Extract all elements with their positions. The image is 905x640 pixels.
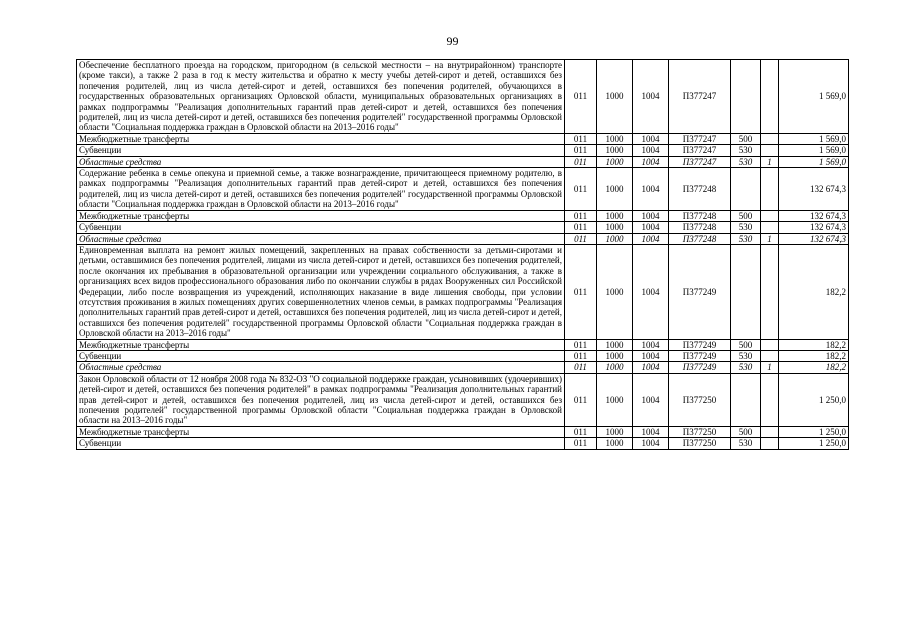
row-description: Закон Орловской области от 12 ноября 2008 года № 832-ОЗ "О социальной поддержке граждан, усыновивших (удочеривших) детей-сирот и детей, оставшихся без попечения родителей" в рамках подпрограммы "Реализация дополнительных гарантий прав детей-сирот и детей, оставшихся без попечения родителей, лиц из числа детей-сирот и детей, оставшихся без попечения родителей" государственной программы Орловской области "Социальная поддержка граждан в Орловской области на 2013–2016 годы" — [77, 373, 565, 426]
ministry-code: 011 — [565, 233, 597, 244]
section-code: 1000 — [597, 168, 633, 211]
target-article-code: П377247 — [669, 145, 731, 156]
amount-value: 132 674,3 — [779, 210, 849, 221]
amount-value: 1 569,0 — [779, 156, 849, 167]
table-row — [77, 339, 849, 350]
target-article-code: П377249 — [669, 350, 731, 361]
subsection-code: 1004 — [633, 362, 669, 373]
section-code: 1000 — [597, 156, 633, 167]
ministry-code: 011 — [565, 156, 597, 167]
row-description: Субвенции — [77, 145, 565, 156]
table-row — [77, 156, 849, 167]
section-code: 1000 — [597, 339, 633, 350]
section-code: 1000 — [597, 426, 633, 437]
row-description: Единовременная выплата на ремонт жилых помещений, закрепленных на правах собственности за детьми-сиротами и детьми, оставшимися без попечения родителей, лицами из числа детей-сирот и детей, оставшихся без попечения родителей, после окончания их пребывания в образовательной организации или учреждении социального обслуживания, а также в организациях всех видов профессионального образования либо по окончании службы в рядах Вооруженных сил Российской Федерации, либо после возвращения из учреждений, исполняющих наказание в виде лишения свободы, при условии отсутствия проживания в жилых помещениях других совершеннолетних членов семьи, в рамках подпрограммы "Реализация дополнительных гарантий прав детей-сирот и детей, оставшихся без попечения родителей, лиц из числа детей-сирот и детей, оставшихся без попечения родителей" государственной программы Орловской области "Социальная поддержка граждан в Орловской области на 2013–2016 годы" — [77, 244, 565, 339]
funding-source-code — [761, 210, 779, 221]
ministry-code: 011 — [565, 373, 597, 426]
section-code: 1000 — [597, 438, 633, 449]
section-code: 1000 — [597, 210, 633, 221]
subsection-code: 1004 — [633, 339, 669, 350]
target-article-code: П377250 — [669, 373, 731, 426]
funding-source-code — [761, 350, 779, 361]
table-row — [77, 373, 849, 426]
subsection-code: 1004 — [633, 168, 669, 211]
row-description: Межбюджетные трансферты — [77, 133, 565, 144]
row-description: Межбюджетные трансферты — [77, 426, 565, 437]
expense-type-code: 530 — [731, 145, 761, 156]
section-code: 1000 — [597, 362, 633, 373]
amount-value: 1 250,0 — [779, 373, 849, 426]
row-description: Обеспечение бесплатного проезда на городском, пригородном (в сельской местности – на внутрирайонном) транспорте (кроме такси), а также 2 раза в год к месту жительства и обратно к месту учебы детей-сирот и детей, оставшихся без попечения родителей, лиц из числа детей-сирот и детей, оставшихся без попечения родителей, обучающихся в государственных образовательных организациях Орловской области, муниципальных образовательных организациях в рамках подпрограммы "Реализация дополнительных гарантий прав детей-сирот и детей, оставшихся без попечения родителей, лиц из числа детей-сирот и детей, оставшихся без попечения родителей" государственной программы Орловской области "Социальная поддержка граждан в Орловской области на 2013–2016 годы" — [77, 60, 565, 134]
table-row — [77, 426, 849, 437]
amount-value: 182,2 — [779, 244, 849, 339]
ministry-code: 011 — [565, 210, 597, 221]
ministry-code: 011 — [565, 438, 597, 449]
expense-type-code: 530 — [731, 438, 761, 449]
row-description: Субвенции — [77, 350, 565, 361]
table-row — [77, 145, 849, 156]
row-description: Межбюджетные трансферты — [77, 210, 565, 221]
expense-type-code — [731, 373, 761, 426]
target-article-code: П377250 — [669, 426, 731, 437]
target-article-code: П377249 — [669, 339, 731, 350]
funding-source-code — [761, 145, 779, 156]
row-description: Областные средства — [77, 362, 565, 373]
target-article-code: П377250 — [669, 438, 731, 449]
expense-type-code — [731, 168, 761, 211]
subsection-code: 1004 — [633, 438, 669, 449]
funding-source-code — [761, 244, 779, 339]
ministry-code: 011 — [565, 350, 597, 361]
ministry-code: 011 — [565, 60, 597, 134]
table-row — [77, 133, 849, 144]
amount-value: 132 674,3 — [779, 168, 849, 211]
expense-type-code — [731, 60, 761, 134]
amount-value: 1 250,0 — [779, 426, 849, 437]
amount-value: 1 569,0 — [779, 133, 849, 144]
amount-value: 132 674,3 — [779, 222, 849, 233]
section-code: 1000 — [597, 222, 633, 233]
subsection-code: 1004 — [633, 373, 669, 426]
table-row — [77, 60, 849, 134]
expense-type-code: 530 — [731, 350, 761, 361]
section-code: 1000 — [597, 373, 633, 426]
row-description: Областные средства — [77, 233, 565, 244]
section-code: 1000 — [597, 145, 633, 156]
funding-source-code — [761, 373, 779, 426]
amount-value: 1 569,0 — [779, 145, 849, 156]
subsection-code: 1004 — [633, 222, 669, 233]
amount-value: 182,2 — [779, 362, 849, 373]
target-article-code: П377248 — [669, 233, 731, 244]
funding-source-code — [761, 168, 779, 211]
expense-type-code: 500 — [731, 210, 761, 221]
expense-type-code: 530 — [731, 156, 761, 167]
section-code: 1000 — [597, 350, 633, 361]
subsection-code: 1004 — [633, 60, 669, 134]
ministry-code: 011 — [565, 168, 597, 211]
subsection-code: 1004 — [633, 156, 669, 167]
amount-value: 182,2 — [779, 339, 849, 350]
amount-value: 182,2 — [779, 350, 849, 361]
funding-source-code — [761, 339, 779, 350]
section-code: 1000 — [597, 60, 633, 134]
ministry-code: 011 — [565, 426, 597, 437]
funding-source-code: 1 — [761, 362, 779, 373]
amount-value: 132 674,3 — [779, 233, 849, 244]
target-article-code: П377248 — [669, 168, 731, 211]
table-row — [77, 168, 849, 211]
funding-source-code — [761, 426, 779, 437]
funding-source-code — [761, 60, 779, 134]
table-row — [77, 222, 849, 233]
target-article-code: П377247 — [669, 60, 731, 134]
section-code: 1000 — [597, 244, 633, 339]
row-description: Межбюджетные трансферты — [77, 339, 565, 350]
table-row — [77, 210, 849, 221]
subsection-code: 1004 — [633, 244, 669, 339]
target-article-code: П377247 — [669, 133, 731, 144]
expense-type-code: 530 — [731, 222, 761, 233]
expense-type-code: 500 — [731, 133, 761, 144]
target-article-code: П377249 — [669, 362, 731, 373]
target-article-code: П377247 — [669, 156, 731, 167]
expense-type-code — [731, 244, 761, 339]
ministry-code: 011 — [565, 133, 597, 144]
row-description: Областные средства — [77, 156, 565, 167]
subsection-code: 1004 — [633, 145, 669, 156]
expense-type-code: 530 — [731, 362, 761, 373]
funding-source-code: 1 — [761, 156, 779, 167]
table-row — [77, 350, 849, 361]
section-code: 1000 — [597, 233, 633, 244]
ministry-code: 011 — [565, 244, 597, 339]
expense-type-code: 500 — [731, 426, 761, 437]
expense-type-code: 530 — [731, 233, 761, 244]
row-description: Субвенции — [77, 438, 565, 449]
target-article-code: П377249 — [669, 244, 731, 339]
ministry-code: 011 — [565, 222, 597, 233]
expense-type-code: 500 — [731, 339, 761, 350]
funding-source-code — [761, 133, 779, 144]
page-number: 99 — [446, 34, 459, 48]
funding-source-code — [761, 222, 779, 233]
row-description: Субвенции — [77, 222, 565, 233]
table-row — [77, 438, 849, 449]
table-row — [77, 362, 849, 373]
target-article-code: П377248 — [669, 210, 731, 221]
ministry-code: 011 — [565, 145, 597, 156]
amount-value: 1 569,0 — [779, 60, 849, 134]
table-row — [77, 244, 849, 339]
funding-source-code: 1 — [761, 233, 779, 244]
subsection-code: 1004 — [633, 350, 669, 361]
subsection-code: 1004 — [633, 426, 669, 437]
section-code: 1000 — [597, 133, 633, 144]
subsection-code: 1004 — [633, 210, 669, 221]
budget-table — [76, 59, 849, 450]
target-article-code: П377248 — [669, 222, 731, 233]
row-description: Содержание ребенка в семье опекуна и приемной семье, а также вознаграждение, причитающееся приемному родителю, в рамках подпрограммы "Реализация дополнительных гарантий прав детей-сирот и детей, оставшихся без попечения родителей, лиц из числа детей-сирот и детей, оставшихся без попечения родителей" государственной программы Орловской области "Социальная поддержка граждан в Орловской области на 2013–2016 годы" — [77, 168, 565, 211]
table-row — [77, 233, 849, 244]
ministry-code: 011 — [565, 339, 597, 350]
subsection-code: 1004 — [633, 233, 669, 244]
amount-value: 1 250,0 — [779, 438, 849, 449]
funding-source-code — [761, 438, 779, 449]
ministry-code: 011 — [565, 362, 597, 373]
subsection-code: 1004 — [633, 133, 669, 144]
